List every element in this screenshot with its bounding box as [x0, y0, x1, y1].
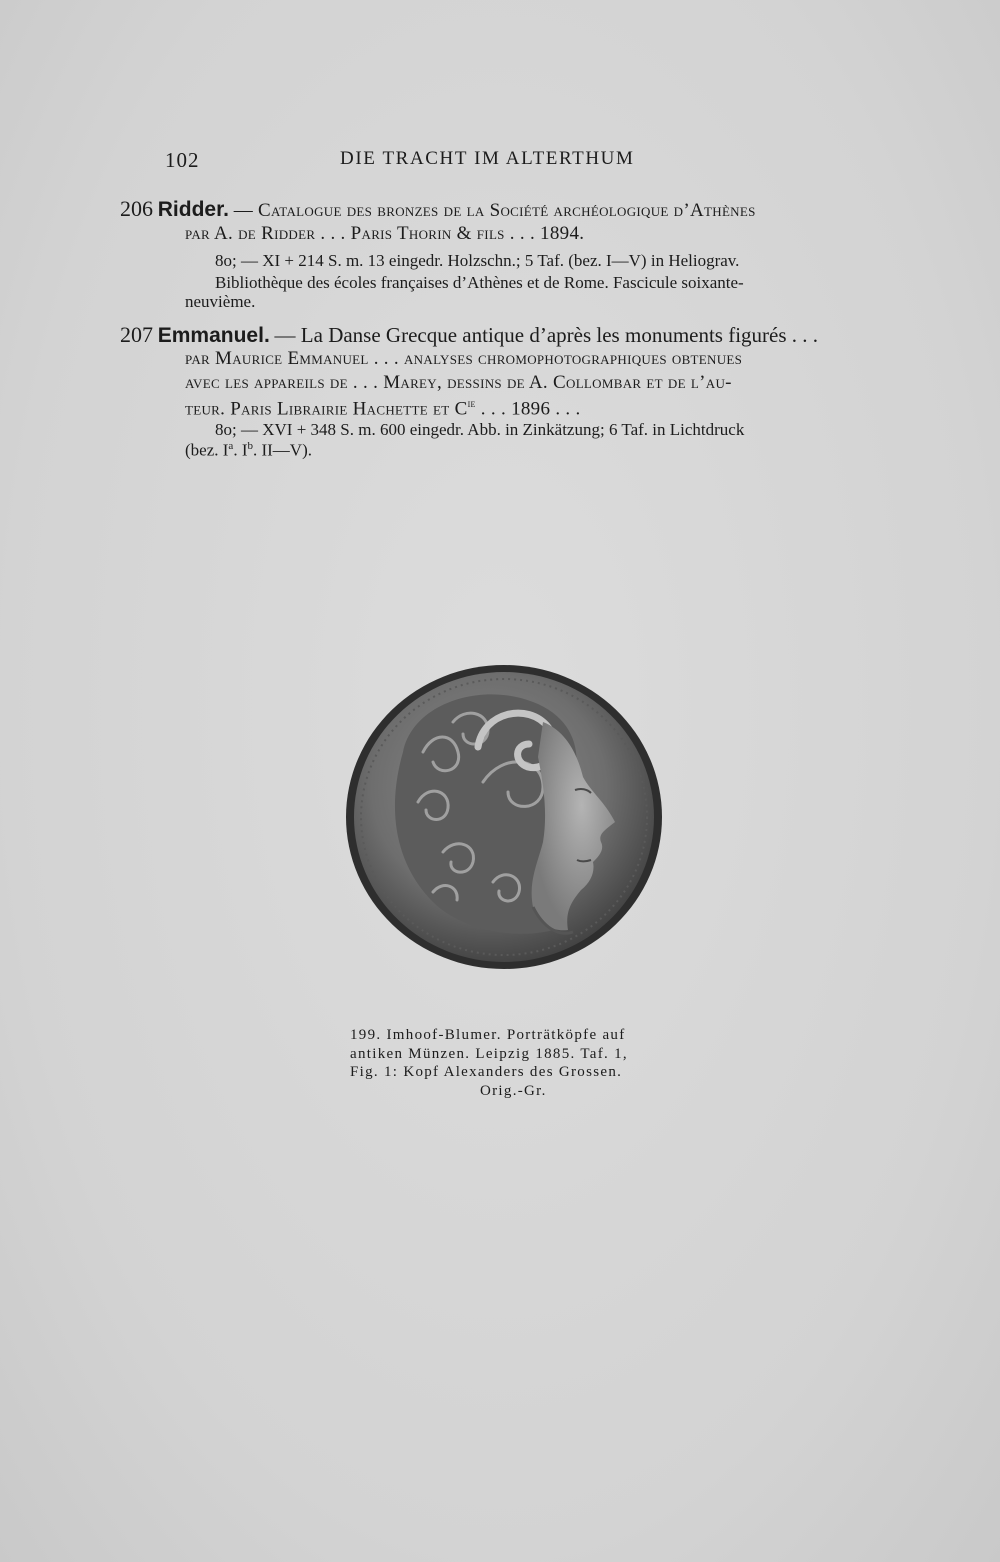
entry-year: . . . 1896 . . .: [475, 398, 581, 420]
bibliography-entry-207: [120, 322, 855, 462]
entry-description-continued: [185, 440, 312, 461]
desc-text: . I: [233, 440, 248, 460]
running-title: DIE TRACHT IM ALTERTHUM: [340, 148, 635, 169]
desc-text: (bez. I: [185, 440, 229, 460]
caption-line: Fig. 1: Kopf Alexanders des Grossen.: [350, 1064, 623, 1080]
desc-text: . II—V).: [252, 440, 312, 460]
entry-title-continued: par Maurice Emmanuel . . . analyses chromophotographiques obtenues: [185, 348, 743, 369]
entry-author: Ridder.: [157, 198, 229, 221]
entry-publisher-superscript: ie: [467, 396, 476, 410]
entry-title: — Catalogue des bronzes de la Société archéologique d’Athènes: [233, 200, 756, 221]
entry-title-continued: [185, 396, 581, 420]
entry-description: 8o; — XVI + 348 S. m. 600 eingedr. Abb. in Zinkätzung; 6 Taf. in Lichtdruck: [215, 420, 745, 439]
entry-207-heading: [120, 322, 818, 348]
coin-figure: [343, 662, 665, 972]
page-number: 102: [165, 148, 200, 172]
entry-publisher: teur. Paris Librairie Hachette et C: [185, 398, 468, 420]
entry-title: — La Danse Grecque antique d’après les monuments figurés . . .: [274, 323, 819, 347]
caption-line: 199. Imhoof-Blumer. Porträtköpfe auf: [350, 1027, 626, 1043]
figure-caption: [350, 1026, 700, 1100]
entry-number: 207: [120, 322, 153, 347]
entry-number: 206: [120, 196, 153, 221]
coin-head-of-alexander-image: [343, 662, 665, 972]
entry-title-continued: avec les appareils de . . . Marey, dessins de A. Collombar et de l’au-: [185, 372, 732, 393]
entry-series: Bibliothèque des écoles françaises d’Athènes et de Rome. Fascicule soixante-: [215, 273, 744, 292]
entry-description: 8o; — XI + 214 S. m. 13 eingedr. Holzschn.; 5 Taf. (bez. I—V) in Heliograv.: [215, 251, 740, 270]
caption-line: Orig.-Gr.: [480, 1082, 547, 1099]
bibliography-entry-206: [120, 196, 855, 311]
desc-superscript: b: [247, 440, 253, 452]
entry-206-heading: [120, 196, 756, 222]
desc-superscript: a: [228, 440, 234, 452]
caption-line: antiken Münzen. Leipzig 1885. Taf. 1,: [350, 1045, 628, 1062]
page-header: [165, 148, 665, 178]
entry-series-continued: neuvième.: [185, 292, 256, 311]
entry-title-continued: par A. de Ridder . . . Paris Thorin & fils . . . 1894.: [185, 223, 585, 244]
entry-author: Emmanuel.: [157, 324, 270, 347]
